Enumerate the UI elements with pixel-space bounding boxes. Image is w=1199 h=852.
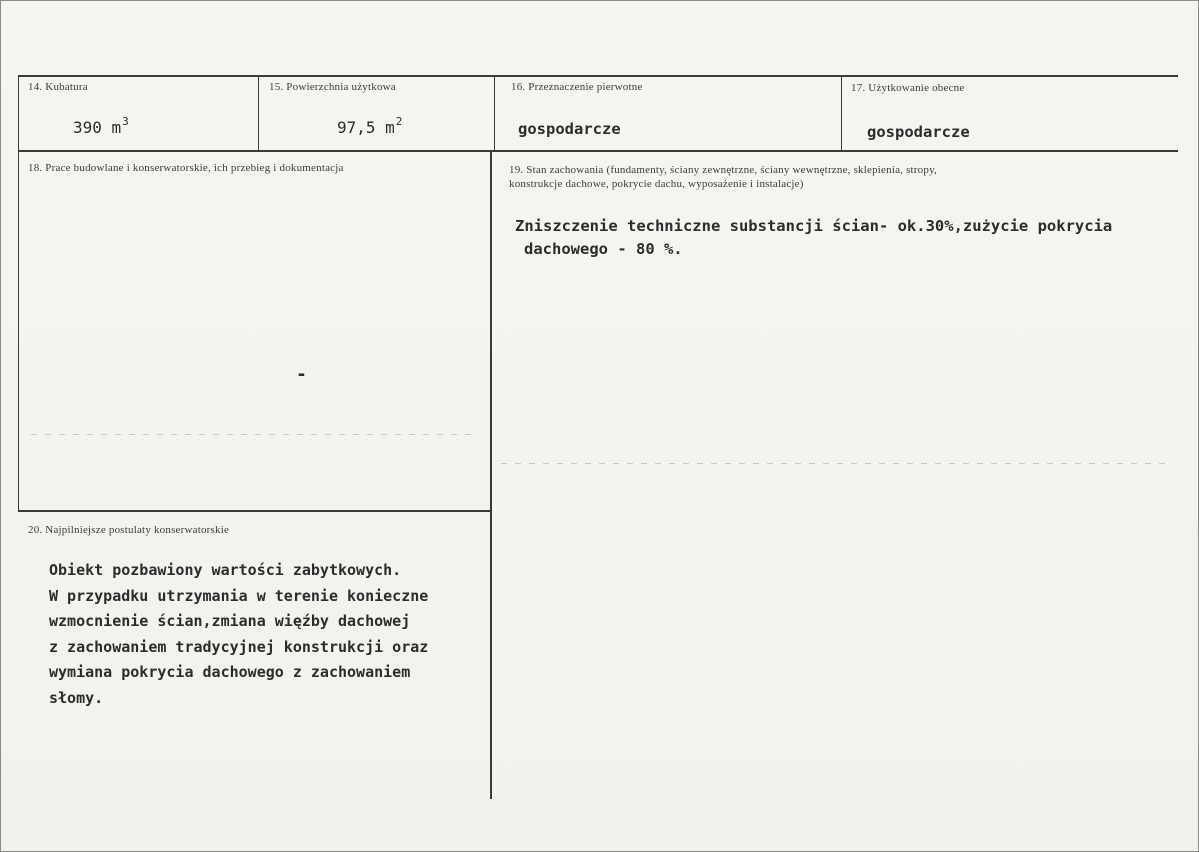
divider-16-17 [841, 76, 842, 151]
section-18-bottom-rule [18, 510, 490, 512]
divider-15-16 [494, 76, 495, 151]
field-15-unit-exponent: 2 [395, 115, 403, 128]
field-15-label: 15. Powierzchnia użytkowa [269, 81, 396, 93]
field-18-value: - [296, 364, 307, 385]
field-19-text-line2: dachowego - 80 %. [524, 240, 683, 258]
field-19-label-line2: konstrukcje dachowe, pokrycie dachu, wyposażenie i instalacje) [509, 178, 804, 190]
field-20-line: z zachowaniem tradycyjnej konstrukcji oraz [49, 638, 429, 656]
divider-14-15 [258, 76, 259, 151]
field-16-label: 16. Przeznaczenie pierwotne [511, 81, 643, 93]
main-column-divider [490, 151, 492, 799]
field-19-text-line1: Zniszczenie techniczne substancji ścian- ok.30%,zużycie pokrycia [515, 217, 1113, 235]
field-20-line: Obiekt pozbawiony wartości zabytkowych. [49, 561, 402, 579]
field-18-label: 18. Prace budowlane i konserwatorskie, ich przebieg i dokumentacja [28, 162, 344, 174]
field-20-line: wzmocnienie ścian,zmiana więźby dachowej [49, 612, 411, 630]
field-20-line: W przypadku utrzymania w terenie konieczne [49, 587, 429, 605]
top-rule [18, 75, 1178, 77]
field-15-number: 97,5 m [337, 118, 395, 137]
faint-guideline [501, 463, 1171, 464]
left-border [18, 75, 19, 511]
field-14-number: 390 m [73, 118, 122, 137]
field-14-unit-exponent: 3 [122, 115, 129, 128]
faint-guideline [31, 434, 471, 435]
field-20-line: słomy. [49, 689, 104, 707]
field-14-label: 14. Kubatura [28, 81, 88, 93]
field-15-value [337, 115, 402, 137]
field-14-value [73, 115, 129, 137]
field-20-line: wymiana pokrycia dachowego z zachowaniem [49, 663, 411, 681]
field-19-label-line1: 19. Stan zachowania (fundamenty, ściany zewnętrzne, ściany wewnętrzne, sklepienia, stropy, [509, 164, 938, 176]
field-17-value: gospodarcze [867, 123, 970, 141]
field-16-value: gospodarcze [518, 120, 621, 138]
row1-bottom-rule [18, 150, 1178, 152]
field-17-label: 17. Użytkowanie obecne [851, 82, 965, 94]
field-20-label: 20. Najpilniejsze postulaty konserwatorskie [28, 524, 230, 536]
